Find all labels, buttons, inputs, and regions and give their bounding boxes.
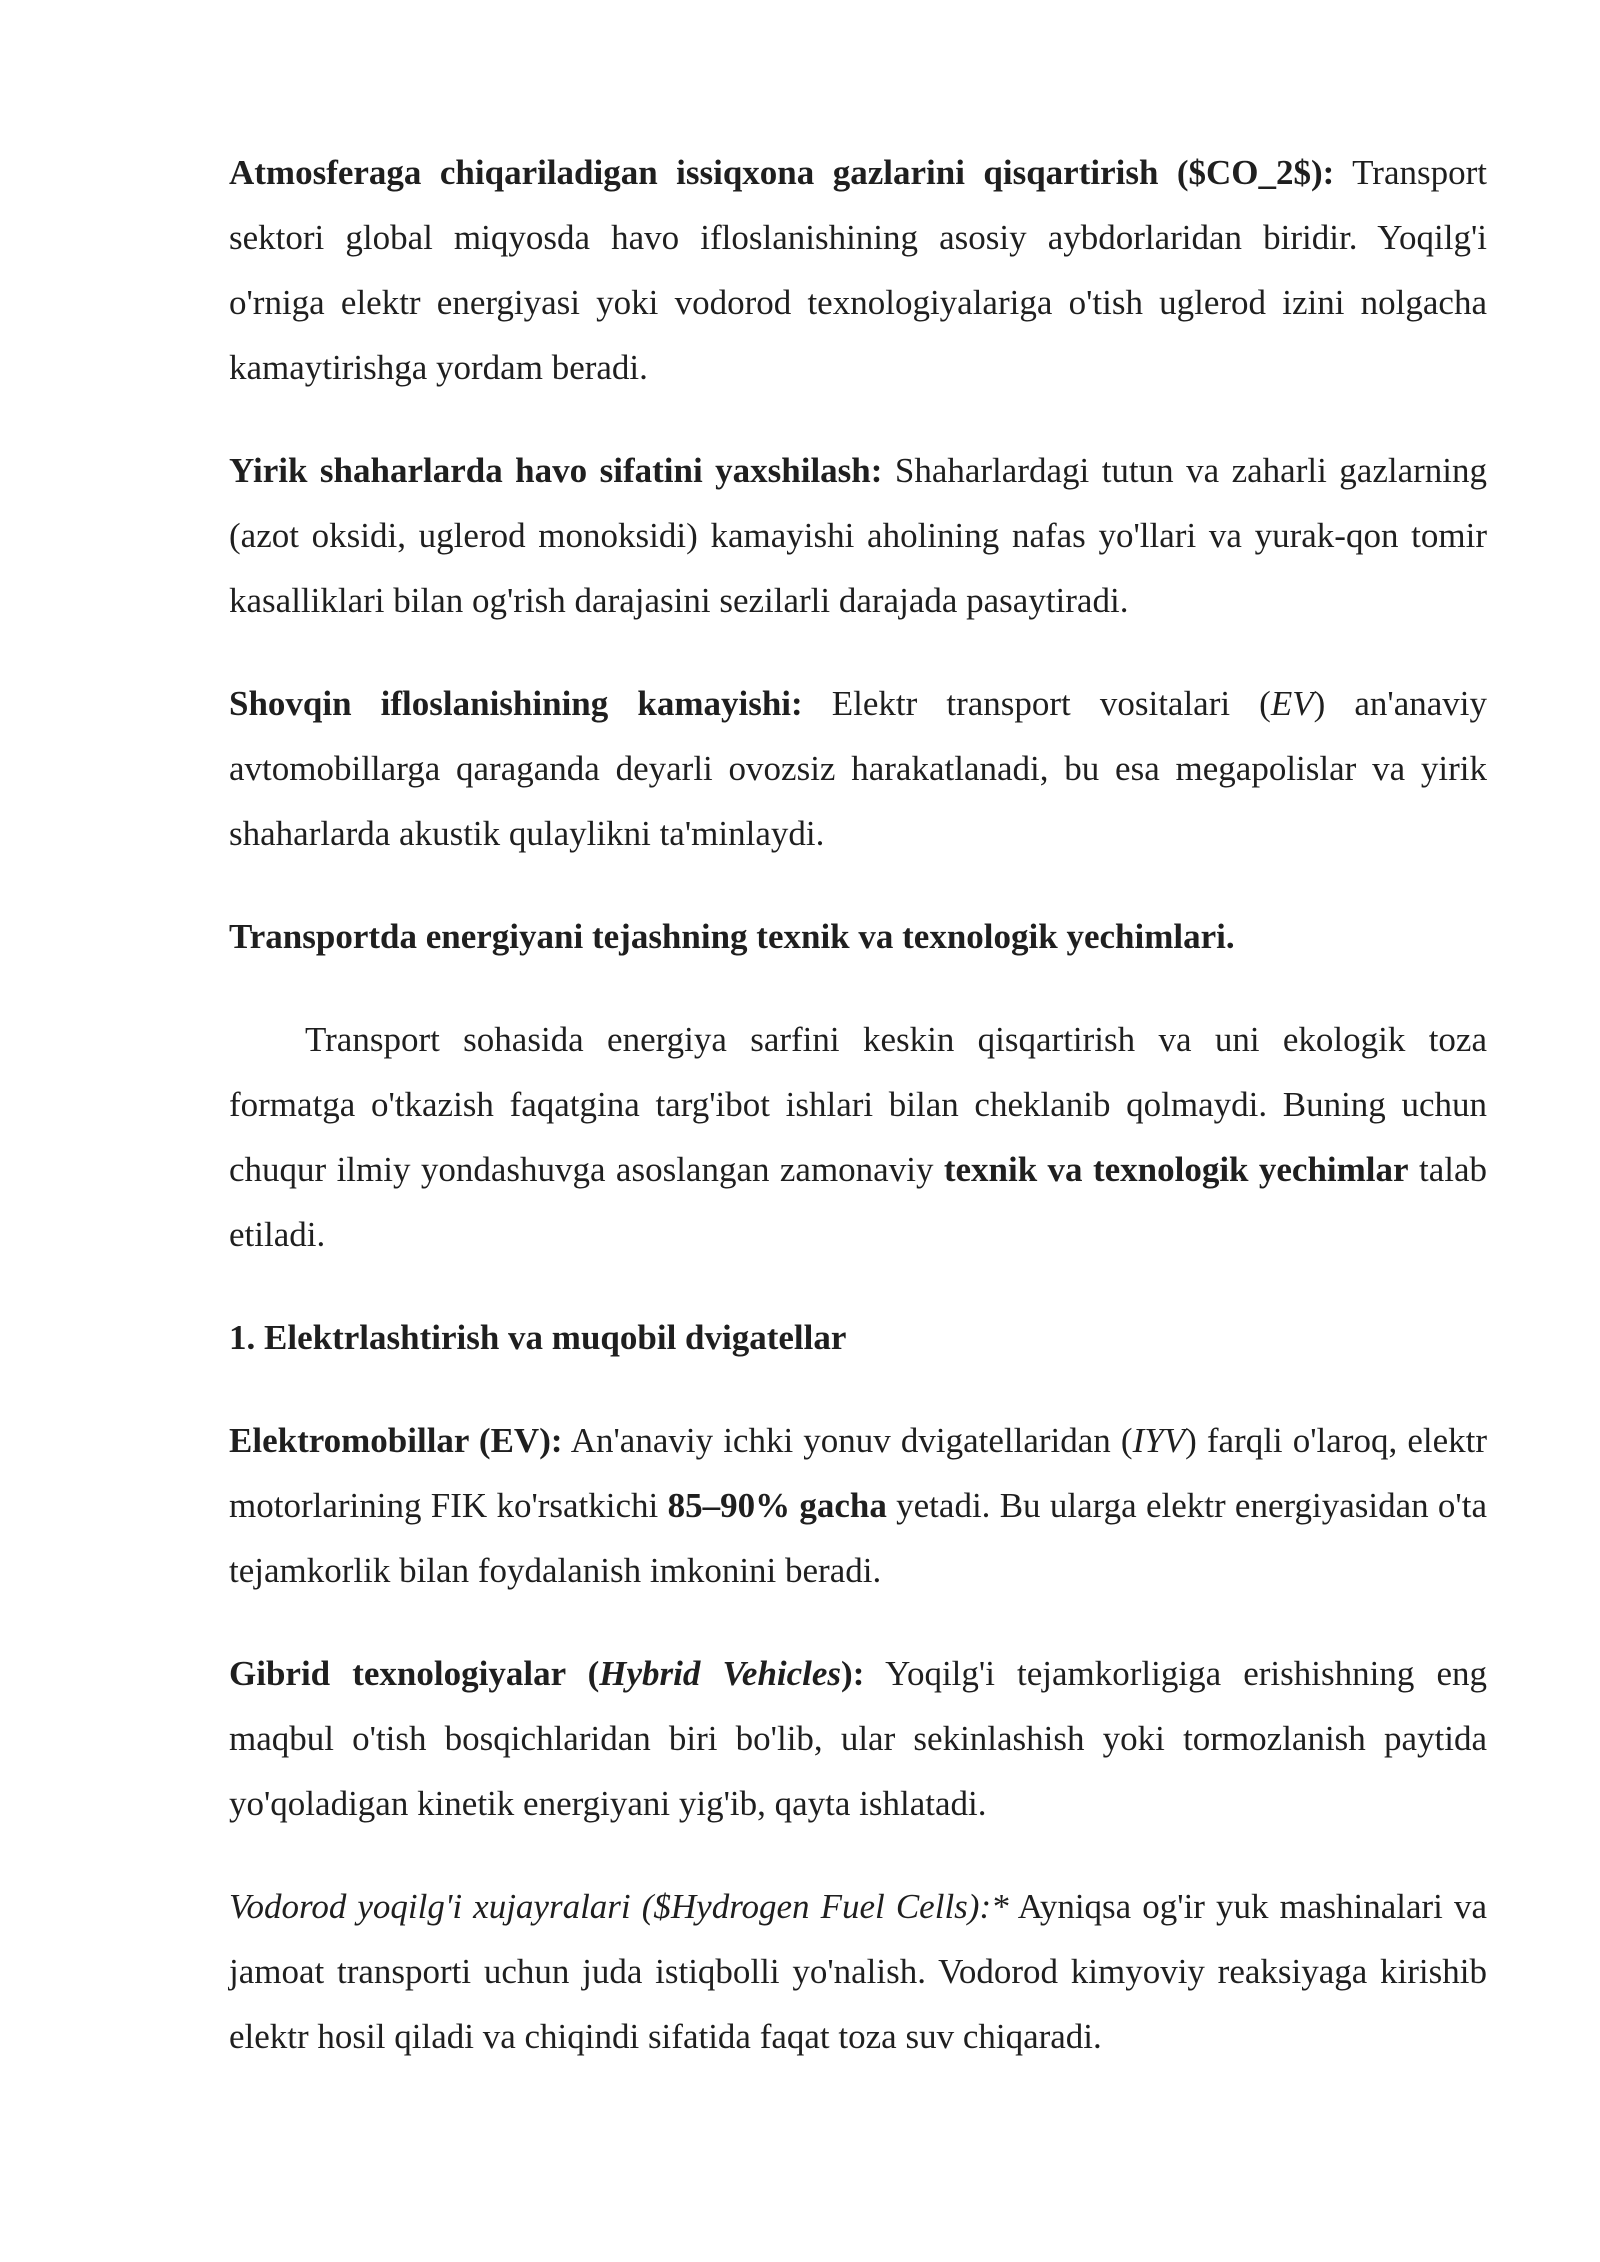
paragraph-noise-text-a: Elektr transport vositalari ( (802, 684, 1271, 723)
paragraph-hybrid-title-a: Gibrid texnologiyalar ( (229, 1654, 600, 1693)
paragraph-co2-text: Transport sektori global miqyosda havo ifloslanishining asosiy aybdorlaridan biridir. Yoqilg'i o'rniga elektr energiyasi yoki vodorod texnologiyalariga o'tish uglerod izini nolgacha kamaytirishga yordam beradi. (229, 153, 1487, 387)
paragraph-ev-title: Elektromobillar (EV): (229, 1421, 563, 1460)
paragraph-noise-text-b: ) an'anaviy avtomobillarga qaraganda deyarli ovozsiz harakatlanadi, bu esa megapolislar va yirik shaharlarda akustik qulaylikni ta'minlaydi. (229, 684, 1487, 853)
paragraph-ev-text-c: yetadi. Bu ularga elektr energiyasidan o'ta tejamkorlik bilan foydalanish imkonini beradi. (229, 1486, 1488, 1590)
paragraph-hybrid-text: Yoqilg'i tejamkorligiga erishishning eng maqbul o'tish bosqichlaridan biri bo'lib, ular sekinlashish yoki tormozlanish paytida yo'qoladigan kinetik energiyani yig'ib, qayta ishlatadi. (229, 1654, 1487, 1823)
paragraph-intro-bold: texnik va texnologik yechimlar (943, 1150, 1409, 1189)
paragraph-hybrid-title-b: ): (841, 1654, 865, 1693)
paragraph-intro-text-b: talab etiladi. (229, 1150, 1487, 1254)
paragraph-ev (229, 1408, 1487, 1603)
paragraph-co2-title: Atmosferaga chiqariladigan issiqxona gazlarini qisqartirish ($CO_2$): (229, 153, 1335, 192)
paragraph-ev-efficiency: 85–90% gacha (667, 1486, 887, 1525)
paragraph-noise (229, 671, 1487, 866)
paragraph-co2 (229, 140, 1487, 400)
section-heading: Transportda energiyani tejashning texnik va texnologik yechimlari. (229, 917, 1235, 956)
paragraph-ev-text-a: An'anaviy ichki yonuv dvigatellaridan ( (562, 1421, 1133, 1460)
paragraph-hydrogen-title: Vodorod yoqilg'i xujayralari ($Hydrogen Fuel Cells):* (229, 1887, 1009, 1926)
paragraph-noise-italic: EV (1270, 684, 1314, 723)
paragraph-air-quality-title: Yirik shaharlarda havo sifatini yaxshilash: (229, 451, 883, 490)
subsection-heading: 1. Elektrlashtirish va muqobil dvigatellar (229, 1318, 847, 1357)
paragraph-ev-italic: IYV (1132, 1421, 1186, 1460)
document-page (229, 140, 1487, 2107)
paragraph-ev-text-b: ) farqli o'laroq, elektr motorlarining FIK ko'rsatkichi (229, 1421, 1487, 1525)
paragraph-air-quality-text: Shaharlardagi tutun va zaharli gazlarning (azot oksidi, uglerod monoksidi) kamayishi aholining nafas yo'llari va yurak-qon tomir kasalliklari bilan og'rish darajasini sezilarli darajada pasaytiradi. (229, 451, 1487, 620)
paragraph-intro (229, 1007, 1487, 1267)
paragraph-hydrogen-text: Ayniqsa og'ir yuk mashinalari va jamoat transporti uchun juda istiqbolli yo'nalish. Vodorod kimyoviy reaksiyaga kirishib elektr hosil qiladi va chiqindi sifatida faqat toza suv chiqaradi. (229, 1887, 1488, 2056)
paragraph-intro-text-a: Transport sohasida energiya sarfini keskin qisqartirish va uni ekologik toza formatga o'tkazish faqatgina targ'ibot ishlari bilan cheklanib qolmaydi. Buning uchun chuqur ilmiy yondashuvga asoslangan zamonaviy (229, 1020, 1487, 1189)
paragraph-air-quality (229, 438, 1487, 633)
paragraph-hybrid-title-italic: Hybrid Vehicles (599, 1654, 842, 1693)
paragraph-noise-title: Shovqin ifloslanishining kamayishi: (229, 684, 803, 723)
paragraph-hydrogen (229, 1874, 1487, 2069)
paragraph-hybrid (229, 1641, 1487, 1836)
